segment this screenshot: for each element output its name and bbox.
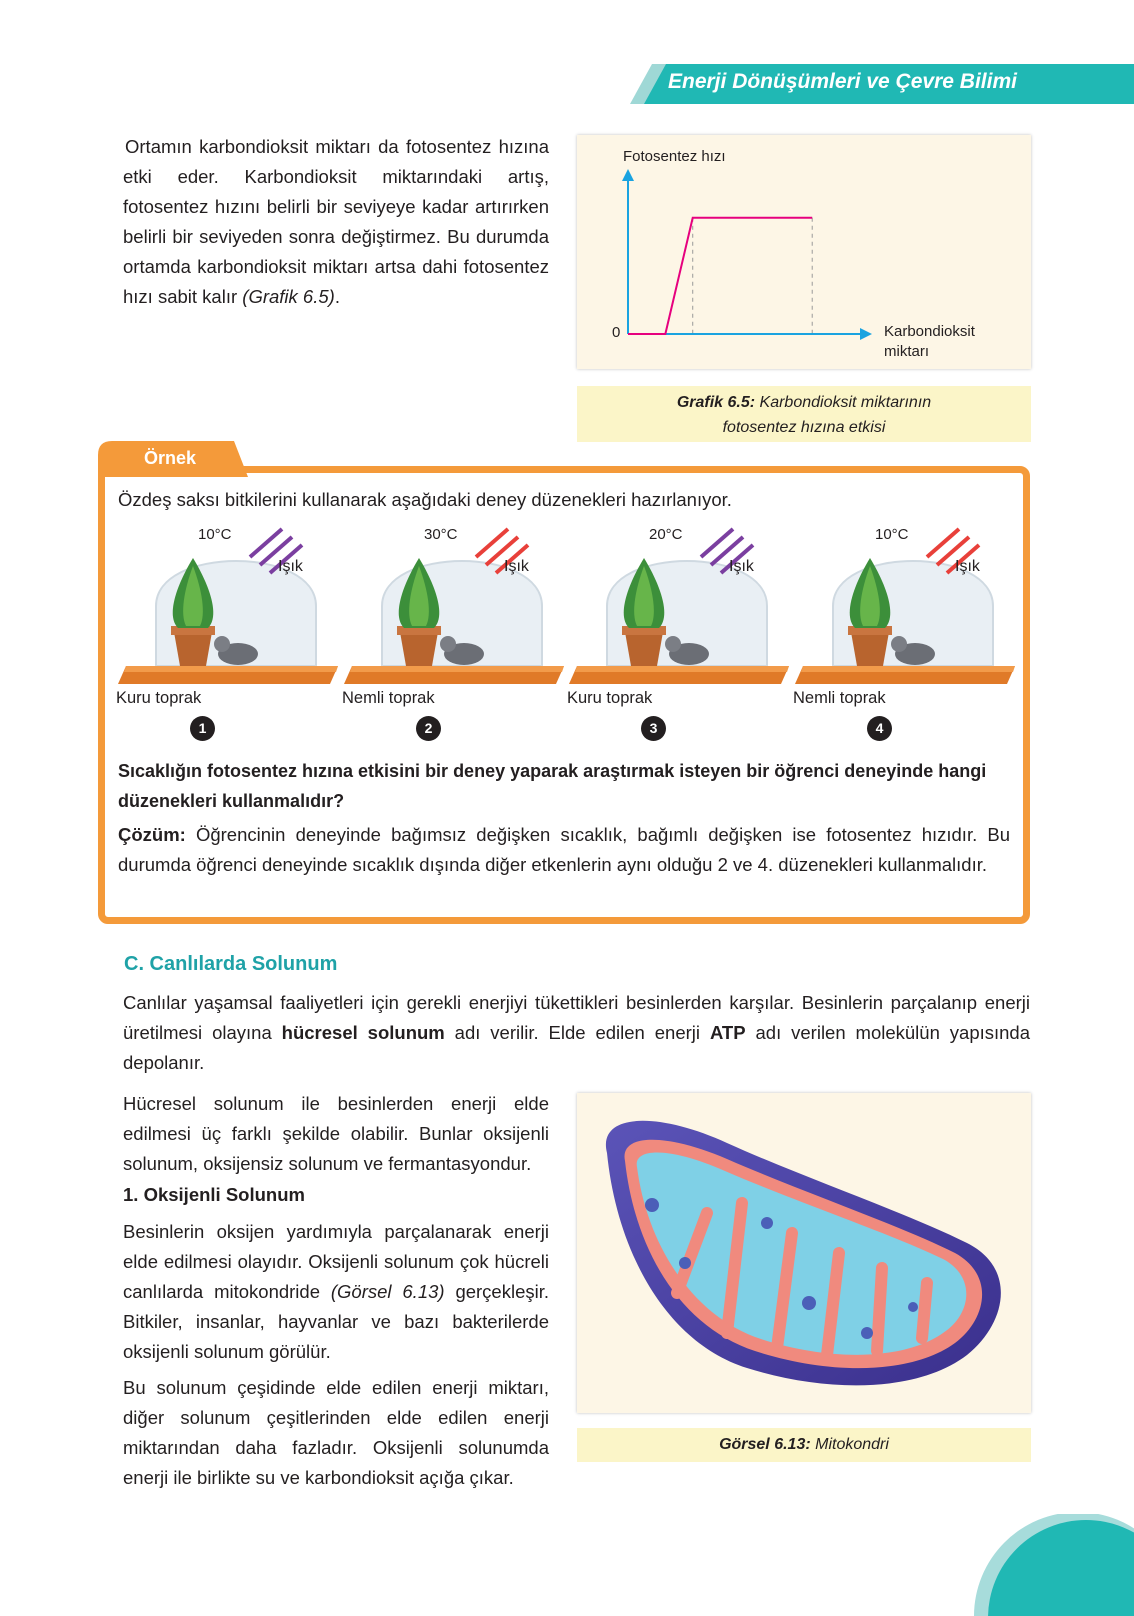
chart-origin-label: 0 [612, 324, 621, 341]
co2-photosynthesis-chart [577, 135, 1031, 369]
section-title: C. Canlılarda Solunum [124, 953, 338, 975]
bell-jar-icon [116, 526, 348, 691]
p1-bold-term-1: hücresel solunum [281, 1022, 445, 1043]
chapter-header [630, 64, 1134, 104]
chart-caption-line2: fotosentez hızına etkisi [722, 419, 886, 436]
example-question: Sıcaklığın fotosentez hızına etkisini bir deney yaparak araştırmak isteyen bir öğrenci deneyinde hangi düzenekleri kullanmalıdır? [118, 761, 987, 811]
solution-label: Çözüm: [118, 824, 186, 845]
soil-label: Kuru toprak [116, 689, 202, 707]
temperature-label: 30°C [424, 526, 458, 543]
chapter-title: Enerji Dönüşümleri ve Çevre Bilimi [668, 70, 1017, 93]
bell-jar-icon [567, 526, 799, 691]
light-label: Işık [278, 558, 303, 575]
experiment-setup [567, 526, 799, 746]
intro-end: . [334, 286, 340, 307]
setup-number: 4 [867, 716, 892, 741]
chart-caption [577, 386, 1031, 442]
intro-figure-ref: (Grafik 6.5) [242, 286, 335, 307]
p1-text-c: adı verilir. Elde edilen enerji [454, 1022, 701, 1043]
temperature-label: 10°C [875, 526, 909, 543]
light-label: Işık [504, 558, 529, 575]
soil-label: Nemli toprak [793, 689, 886, 707]
p1-text-a: Canlılar yaşamsal faaliyetleri için gerekli enerjiyi tükettikleri besinlerden karşılar. Besinlerin parçalanıp enerji üretilmesi olayına [123, 992, 1030, 1043]
chart-xlabel-line1: Karbondioksit [884, 323, 975, 340]
example-tab-label: Örnek [144, 448, 197, 468]
setup-number: 1 [190, 716, 215, 741]
experiment-setup [116, 526, 348, 746]
x-axis-arrow-icon [860, 328, 872, 340]
example-intro: Özdeş saksı bitkilerini kullanarak aşağıdaki deney düzenekleri hazırlanıyor. [118, 489, 732, 510]
mito-caption-text: Mitokondri [815, 1436, 889, 1453]
mito-caption-label: Görsel 6.13: [719, 1436, 811, 1453]
solution-text: Öğrencinin deneyinde bağımsız değişken sıcaklık, bağımlı değişken ise fotosentez hızıdır. Bu durumda öğrenci deneyinde sıcaklık dışında diğer etkenlerin aynı olduğu 2 ve 4. düzenekleri kullanmalıdır. [118, 824, 1010, 875]
section-paragraph-1 [123, 988, 1030, 1078]
experiment-setup [793, 526, 1025, 746]
temperature-label: 10°C [198, 526, 232, 543]
example-solution [118, 820, 1010, 880]
intro-text: Ortamın karbondioksit miktarı da fotosentez hızına etki eder. Karbondioksit miktarındaki artış, fotosentez hızını belirli bir seviyeye kadar artırırken belirli bir seviyeden sonra değiştirmez. Bu durumda ortamda karbondioksit miktarı artsa dahi fotosentez hızı sabit kalır [123, 136, 549, 307]
setup-number: 2 [416, 716, 441, 741]
example-tab [98, 441, 248, 477]
light-label: Işık [955, 558, 980, 575]
setup-number: 3 [641, 716, 666, 741]
chart-caption-label: Grafik 6.5: [676, 394, 756, 411]
light-label: Işık [729, 558, 754, 575]
p3-text-b: gerçekleşir. Bitkiler, insanlar, hayvanlar ve bazı bakterilerde oksijenli solunum görülür. [123, 1281, 550, 1362]
page-number: 199 [978, 1526, 1007, 1545]
experiment-setup [342, 526, 574, 746]
page-number-badge [958, 1514, 1134, 1616]
section-paragraph-2: Hücresel solunum ile besinlerden enerji elde edilmesi üç farklı şekilde olabilir. Bunlar oksijenli solunum, oksijensiz solunum ve fermantasyondur. [123, 1093, 549, 1174]
chart-xlabel-line2: miktarı [884, 343, 929, 360]
p3-text-a: Besinlerin oksijen yardımıyla parçalanarak enerji elde edilmesi olayıdır. Oksijenli solunum çok hücreli canlılarda mitokondride [123, 1221, 549, 1302]
section-paragraph-3 [123, 1217, 549, 1367]
intro-paragraph [123, 132, 549, 312]
section-paragraph-4: Bu solunum çeşidinde elde edilen enerji miktarı, diğer solunum çeşitlerinden elde edilen enerji miktarından daha fazladır. Oksijenli solunumda enerji ile birlikte su ve karbondioksit açığa çıkar. [123, 1377, 549, 1488]
soil-label: Kuru toprak [567, 689, 653, 707]
series-line [628, 218, 812, 334]
chart-ylabel: Fotosentez hızı [623, 148, 726, 165]
mitochondria-figure [577, 1093, 1031, 1413]
subsection-title: 1. Oksijenli Solunum [123, 1184, 305, 1205]
y-axis-arrow-icon [622, 169, 634, 181]
bell-jar-icon [342, 526, 574, 691]
p1-bold-term-2: ATP [709, 1022, 746, 1043]
chart-xlabel [884, 322, 975, 362]
chart-caption-line1: Karbondioksit miktarının [759, 394, 932, 411]
mitochondria-caption [577, 1428, 1031, 1462]
bell-jar-icon [793, 526, 1025, 691]
soil-label: Nemli toprak [342, 689, 435, 707]
mitochondria-icon [577, 1093, 1031, 1413]
p3-figure-ref: (Görsel 6.13) [330, 1281, 445, 1302]
p1-text-d: adı verilen molekülün yapısında depolanır. [123, 1022, 1031, 1073]
temperature-label: 20°C [649, 526, 683, 543]
